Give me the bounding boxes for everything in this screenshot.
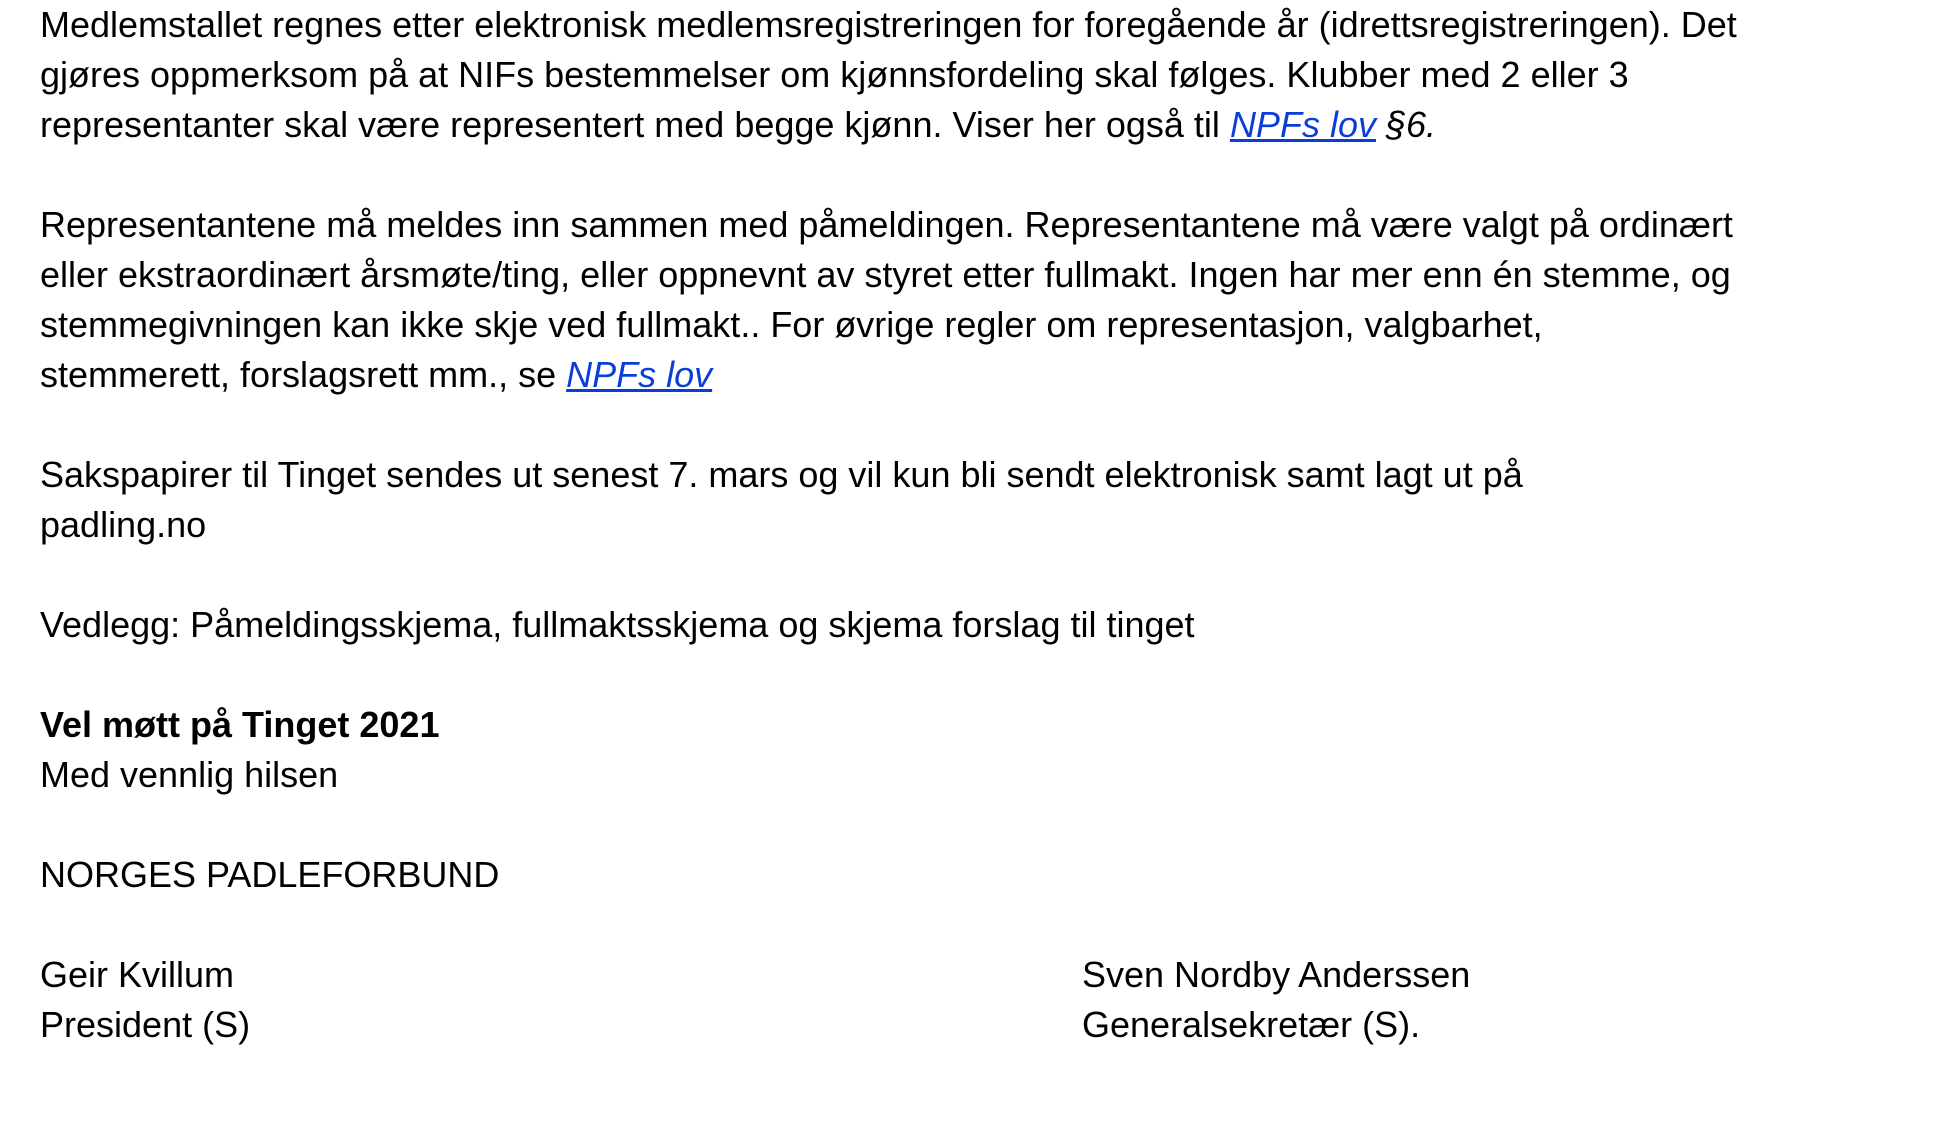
paragraph-membership-text: Medlemstallet regnes etter elektronisk medlemsregistreringen for foregående år (idrettsregistreringen). Det gjøres oppmerksom på at NIFs bestemmelser om kjønnsfordeling skal følges. Klubber med 2 eller 3 representanter skal være representert med begge kjønn. Viser her også til [40,4,1737,145]
signature-right [1082,950,1470,1050]
paragraph-representatives [40,200,1740,400]
organization-name: NORGES PADLEFORBUND [40,854,500,895]
paragraph-attachments: Vedlegg: Påmeldingsskjema, fullmaktsskjema og skjema forslag til tinget [40,604,1195,645]
signature-right-title: Generalsekretær (S). [1082,1004,1421,1045]
paragraph-membership [40,0,1740,150]
npfs-lov-link-2[interactable]: NPFs lov [566,354,713,395]
closing-regards: Med vennlig hilsen [40,754,339,795]
npfs-lov-link[interactable]: NPFs lov [1229,104,1376,145]
signature-block [40,950,1740,1050]
closing-greeting: Vel møtt på Tinget 2021 [40,704,440,745]
signature-left-name: Geir Kvillum [40,954,235,995]
paragraph-membership-suffix: §6. [1375,104,1437,145]
paragraph-representatives-text: Representantene må meldes inn sammen med påmeldingen. Representantene må være valgt på ordinært eller ekstraordinært årsmøte/ting, eller oppnevnt av styret etter fullmakt. Ingen har mer enn én stemme, og stemmegivningen kan ikke skje ved fullmakt.. For øvrige regler om representasjon, valgbarhet, stemmerett, forslagsrett mm., se [40,204,1733,395]
signature-left [40,950,250,1050]
signature-right-name: Sven Nordby Anderssen [1082,954,1471,995]
paragraph-case-papers: Sakspapirer til Tinget sendes ut senest 7. mars og vil kun bli sendt elektronisk samt lagt ut på padling.no [40,454,1523,545]
signature-left-title: President (S) [40,1004,251,1045]
document-body [40,0,1740,1050]
